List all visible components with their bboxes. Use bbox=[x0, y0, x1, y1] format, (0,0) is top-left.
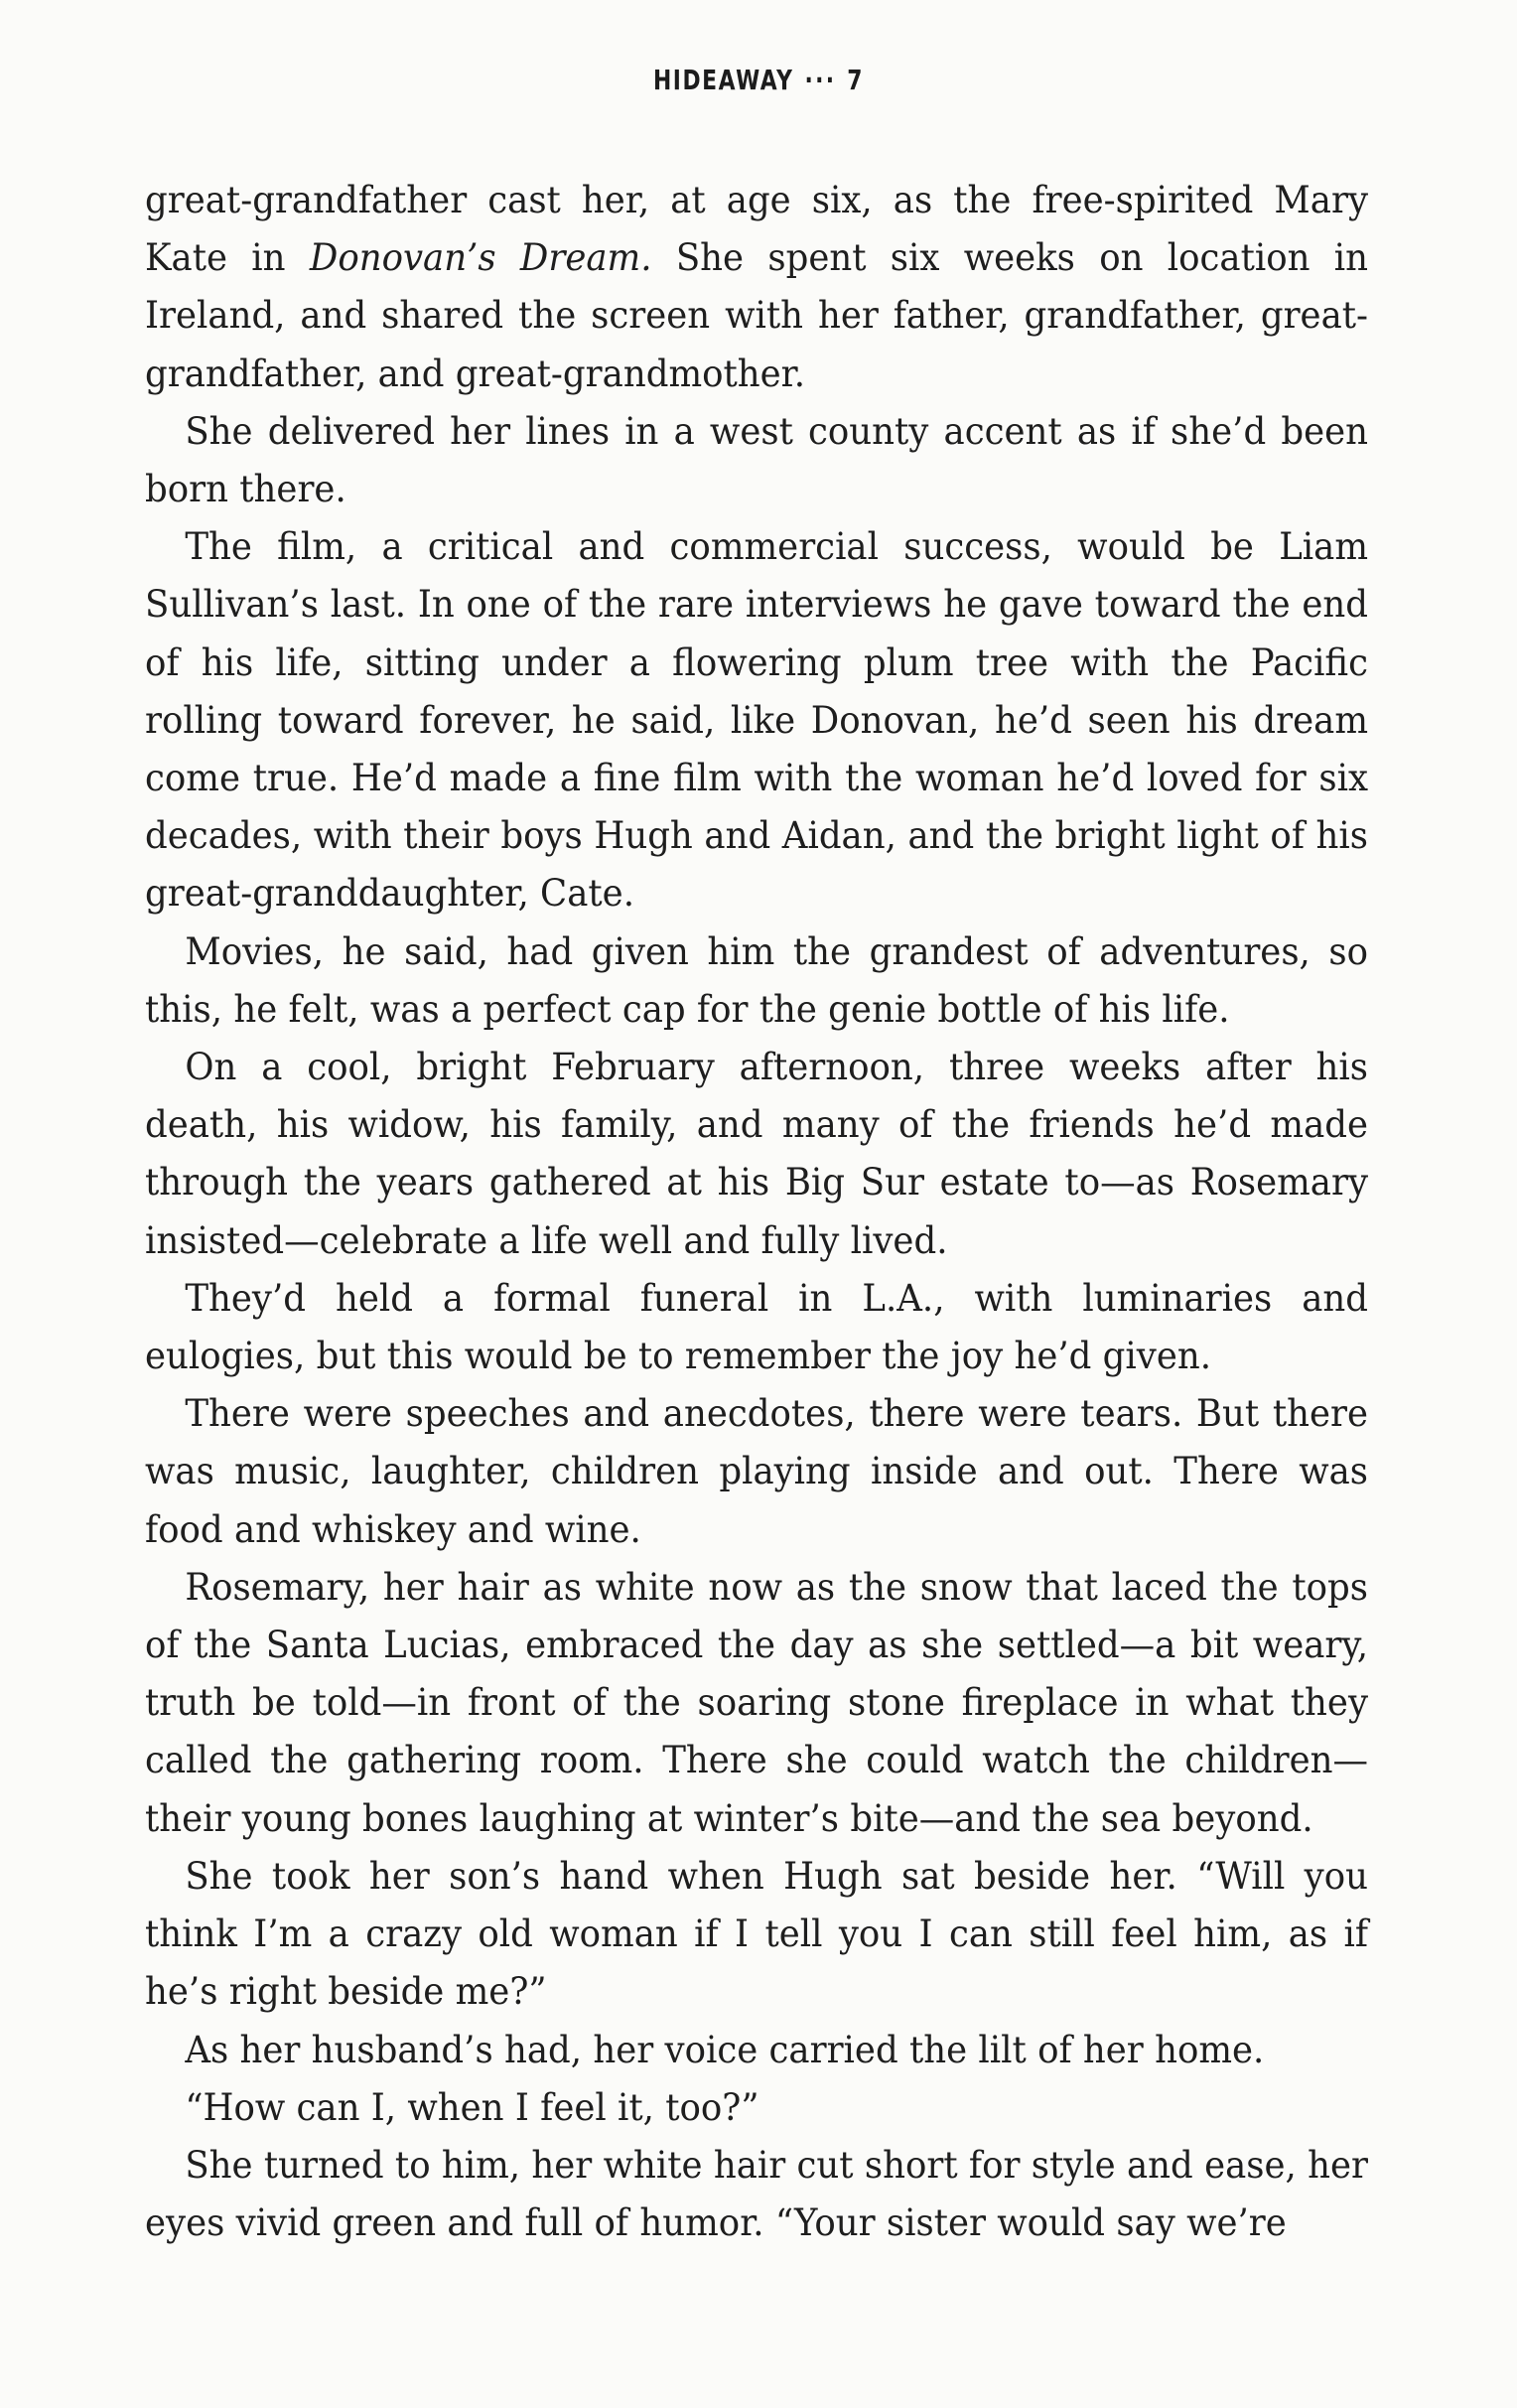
running-head bbox=[167, 64, 1350, 96]
film-title: Donovan’s Dream. bbox=[309, 236, 652, 280]
page-number: 7 bbox=[847, 64, 865, 96]
paragraph-6: They’d held a formal funeral in L.A., with luminaries and eulogies, but this would be to remember the joy he’d given. bbox=[145, 1276, 1369, 1378]
paragraph-11: “How can I, when I feel it, too?” bbox=[185, 2085, 759, 2129]
paragraph-10: As her husband’s had, her voice carried the lilt of her home. bbox=[185, 2028, 1265, 2071]
header-separator: ··· bbox=[804, 64, 837, 96]
paragraph-7: There were speeches and anecdotes, there were tears. But there was music, laughter, children playing inside and out. There was food and whiskey and wine. bbox=[145, 1392, 1369, 1551]
paragraph-1 bbox=[145, 172, 1368, 403]
paragraph-5: On a cool, bright February afternoon, three weeks after his death, his widow, his family, and many of the friends he’d made through the years gathered at his Big Sur estate to—as Rosemary insisted—celebrate a life well and fully lived. bbox=[145, 1046, 1369, 1262]
paragraph-8: Rosemary, her hair as white now as the snow that laced the tops of the Santa Lucias, embraced the day as she settled—a bit weary, truth be told—in front of the soaring stone fireplace in what they called the gathering room. There she could watch the children—their young bones laughing at winter’s bite—and the sea beyond. bbox=[145, 1565, 1369, 1840]
paragraph-2: She delivered her lines in a west county accent as if she’d been born there. bbox=[145, 409, 1369, 511]
paragraph-1-start: great-grandfather cast her, at age six, as the free-spirited Mary Kate in bbox=[145, 179, 1369, 280]
paragraph-9: She took her son’s hand when Hugh sat beside her. “Will you think I’m a crazy old woman if I tell you I can still feel him, as if he’s right beside me?” bbox=[145, 1854, 1369, 2014]
paragraph-1-end: She spent six weeks on location in Ireland, and shared the screen with her father, grandfather, great-grandfather, and great-grandmother. bbox=[145, 236, 1369, 395]
body-text bbox=[145, 172, 1368, 2252]
book-title: HIDEAWAY bbox=[652, 64, 794, 96]
paragraph-4: Movies, he said, had given him the grandest of adventures, so this, he felt, was a perfect cap for the genie bottle of his life. bbox=[145, 929, 1369, 1031]
paragraph-3: The film, a critical and commercial success, would be Liam Sullivan’s last. In one of the rare interviews he gave toward the end of his life, sitting under a flowering plum tree with the Pacific rolling toward forever, he said, like Donovan, he’d seen his dream come true. He’d made a fine film with the woman he’d loved for six decades, with their boys Hugh and Aidan, and the bright light of his great-granddaughter, Cate. bbox=[145, 525, 1369, 916]
paragraph-12: She turned to him, her white hair cut short for style and ease, her eyes vivid green and full of humor. “Your sister would say we’re bbox=[145, 2143, 1369, 2245]
